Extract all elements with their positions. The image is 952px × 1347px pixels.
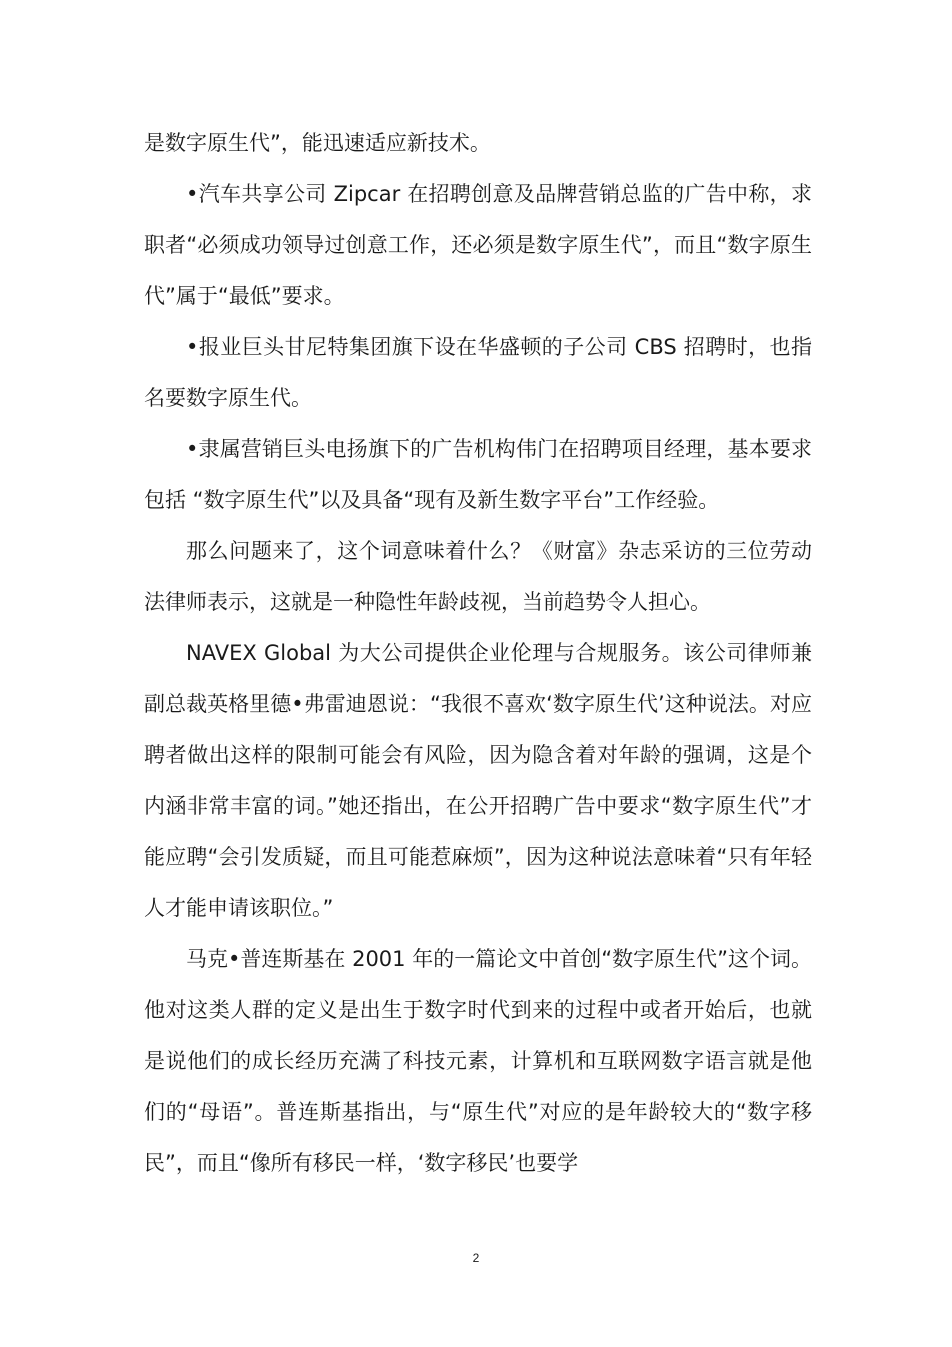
paragraph-navex: NAVEX Global 为大公司提供企业伦理与合规服务。该公司律师兼副总裁英格里德•弗雷迪恩说：“我很不喜欢‘数字原生代’这种说法。对应聘者做出这样的限制可能会有风险，因为隐含着对年龄的强调，这是个内涵非常丰富的词。”她还指出，在公开招聘广告中要求“数字原生代”才能应聘“会引发质疑，而且可能惹麻烦”，因为这种说法意味着“只有年轻人才能申请该职位。” [144, 641, 812, 920]
paragraph-prensky: 马克•普连斯基在 2001 年的一篇论文中首创“数字原生代”这个词。他对这类人群的定义是出生于数字时代到来的过程中或者开始后，也就是说他们的成长经历充满了科技元素，计算机和互联网数字语言就是他们的“母语”。普连斯基指出，与“原生代”对应的是年龄较大的“数字移民”，而且“像所有移民一样，‘数字移民’也要学 [144, 947, 812, 1175]
paragraph-continuation: 是数字原生代”，能迅速适应新技术。 [144, 131, 491, 155]
paragraph-zipcar-bullet: •汽车共享公司 Zipcar 在招聘创意及品牌营销总监的广告中称，求职者“必须成功领导过创意工作，还必须是数字原生代”，而且“数字原生代”属于“最低”要求。 [144, 182, 812, 308]
page-number: 2 [472, 1251, 480, 1265]
document-body [144, 118, 812, 1189]
paragraph-gannett-bullet: •报业巨头甘尼特集团旗下设在华盛顿的子公司 CBS 招聘时，也指名要数字原生代。 [144, 335, 812, 410]
paragraph-question: 那么问题来了，这个词意味着什么？《财富》杂志采访的三位劳动法律师表示，这就是一种隐性年龄歧视，当前趋势令人担心。 [144, 539, 812, 614]
paragraph-wunderman-bullet: •隶属营销巨头电扬旗下的广告机构伟门在招聘项目经理，基本要求包括 “数字原生代”以及具备“现有及新生数字平台”工作经验。 [144, 437, 812, 512]
